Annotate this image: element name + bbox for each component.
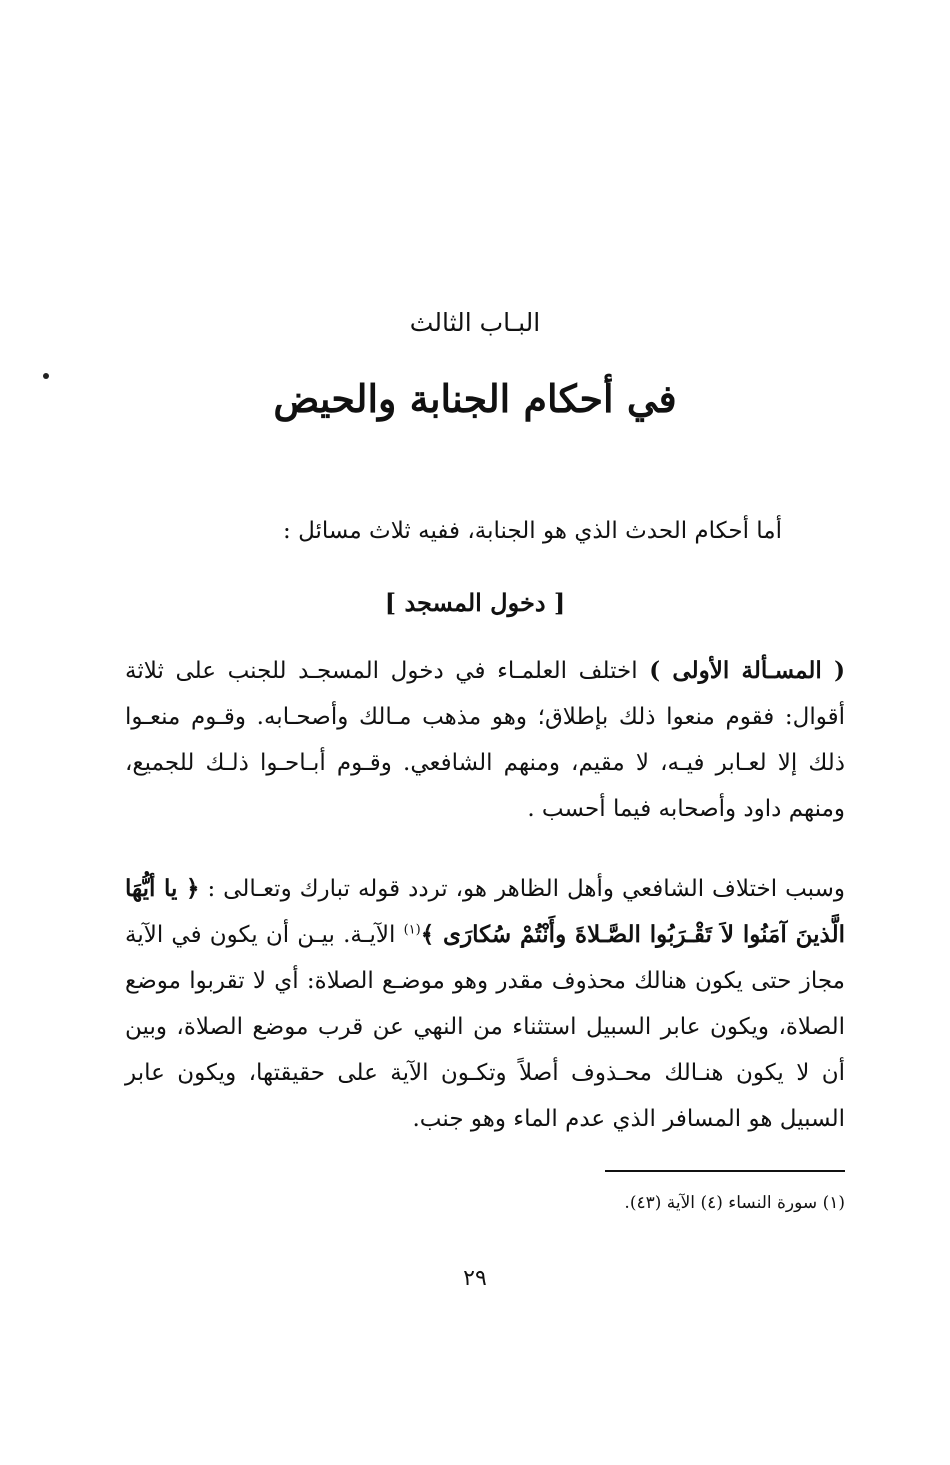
page-number: ٢٩	[463, 1266, 487, 1291]
issue-label: ( المسـألة الأولى )	[649, 657, 845, 684]
paragraph-text: الآيـة. بيـن أن يكون في الآية مجاز حتى يكون هنالك محذوف مقدر وهو موضـع الصلاة: أي لا تقربوا موضع الصلاة، ويكون عابر السبيل استثناء من النهي عن قرب موضع الصلاة، وبين أن لا يكون هنـالك محـذوف أصلاً وتكـون الآية على حقيقتها، ويكون عابر السبيل هو المسافر الذي عدم الماء وهو جنب.	[125, 922, 845, 1132]
section-heading: [ دخول المسجد ]	[384, 588, 566, 617]
paragraph-first-issue	[125, 648, 845, 832]
quran-verse: ﴿ يا أيُّهَا الَّذينَ آمَنُوا لاَ تَقْـرَبُوا الصَّـلاةَ وأَنْتُمْ سُكارَى ﴾	[125, 875, 845, 948]
scan-speck	[43, 373, 49, 379]
paragraph-text: وسبب اختلاف الشافعي وأهل الظاهر هو، تردد قوله تبارك وتعـالى :	[199, 876, 845, 902]
paragraph-reason	[125, 866, 845, 1142]
footnote: (١) سورة النساء (٤) الآية (٤٣).	[624, 1193, 845, 1213]
footnote-divider	[605, 1170, 845, 1172]
intro-line: أما أحكام الحدث الذي هو الجنابة، ففيه ثلاث مسائل :	[283, 518, 782, 544]
chapter-title: في أحكام الجنابة والحيض	[273, 376, 677, 421]
paragraph-text: اختلف العلمـاء في دخول المسجـد للجنب على ثلاثة أقوال: فقوم منعوا ذلك بإطلاق؛ وهو مذهب مـالك وأصحـابه. وقـوم منعـوا ذلك إلا لعـابر فيـه، لا مقيم، ومنهم الشافعي. وقـوم أبـاحـوا ذلـك للجميع، ومنهم داود وأصحابه فيما أحسب .	[125, 658, 845, 822]
footnote-marker: (١)	[403, 922, 421, 938]
chapter-label: البـاب الثالث	[409, 308, 541, 337]
